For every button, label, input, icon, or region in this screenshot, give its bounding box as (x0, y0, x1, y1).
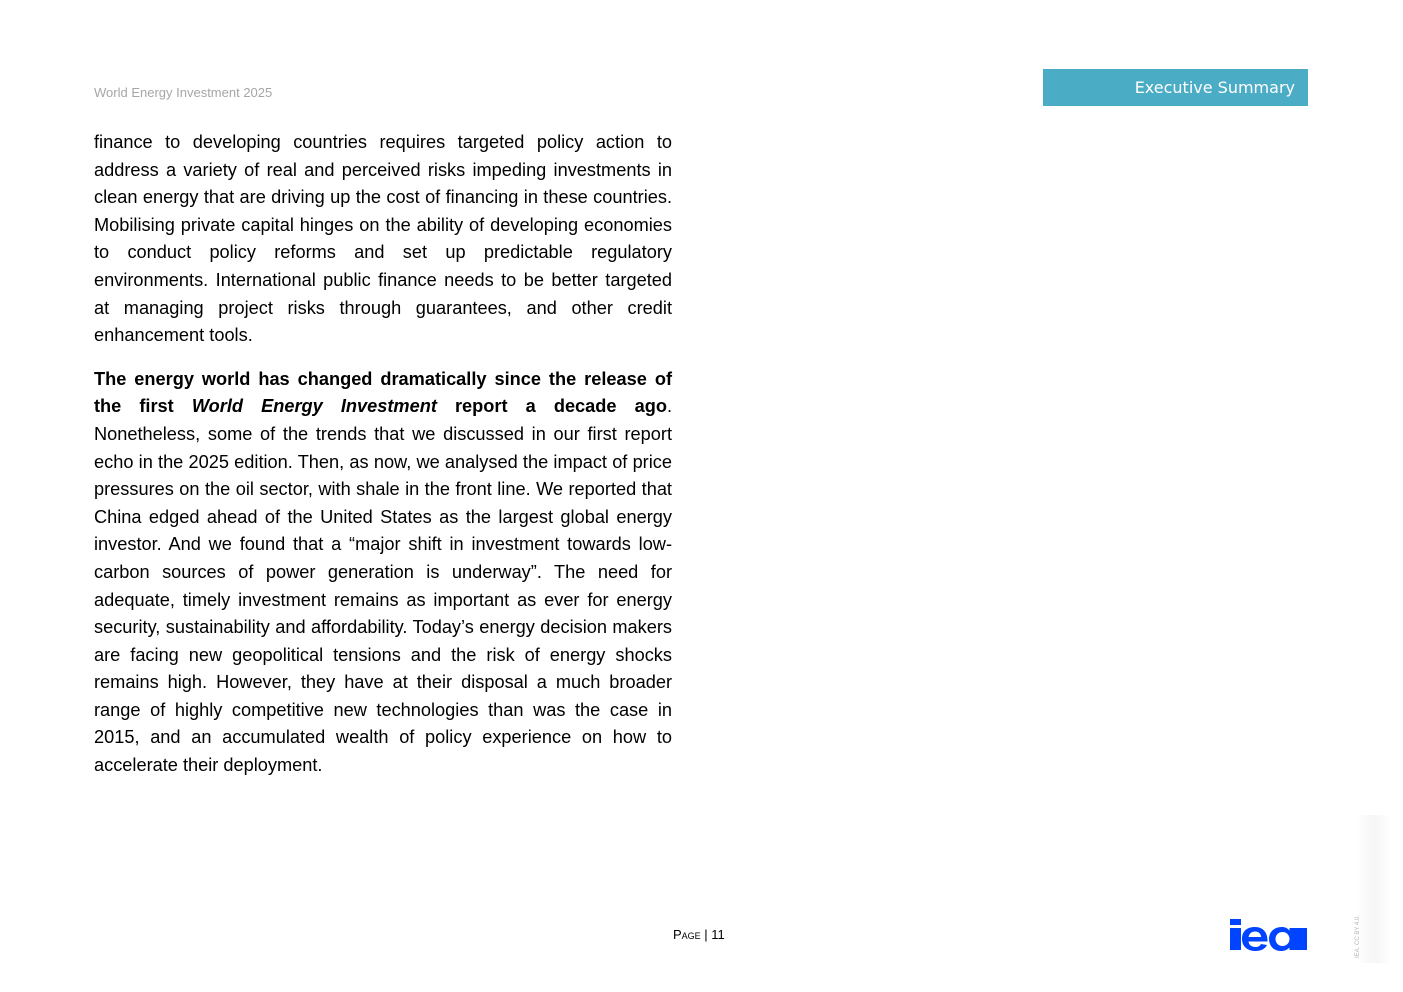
paragraph-energy-world (94, 366, 672, 780)
paragraph-finance: finance to developing countries requires targeted policy action to address a variety of real and perceived risks impeding investments in clean energy that are driving up the cost of financing in these countries. Mobilising private capital hinges on the ability of developing economies to conduct policy reforms and set up predictable regulatory environments. International public finance needs to be better targeted at managing project risks through guarantees, and other credit enhancement tools. (94, 132, 672, 346)
document-title: World Energy Investment 2025 (94, 85, 273, 100)
iea-logo (1228, 916, 1308, 952)
page-number (673, 927, 725, 942)
license-note: IEA. CC BY 4.0. (1355, 915, 1361, 958)
report-title-italic: World Energy Investment (191, 396, 437, 417)
section-tab-executive-summary: Executive Summary (1043, 69, 1308, 106)
main-text-column (94, 129, 672, 780)
license-strip (1357, 815, 1391, 963)
lead-text-b: report a decade ago (436, 396, 667, 417)
page-label: Page (673, 927, 701, 942)
page-separator: | (700, 927, 712, 942)
paragraph-lead-bold (94, 369, 672, 417)
paragraph-body-text: . Nonetheless, some of the trends that we discussed in our first report echo in the 2025 edition. Then, as now, we analysed the impact of price pressures on the oil sector, with shale in the front line. We reported that China edged ahead of the United States as the largest global energy investor. And we found that a “major shift in investment towards low-carbon sources of power generation is underway”. The need for adequate, timely investment remains as important as ever for energy security, sustainability and affordability. Today’s energy decision makers are facing new geopolitical tensions and the risk of energy shocks remains high. However, they have at their disposal a much broader range of highly competitive new technologies than was the case in 2015, and an accumulated wealth of policy experience on how to accelerate their deployment. (94, 396, 672, 776)
lead-text-a: The energy world has changed dramatically since the release of the first (94, 368, 672, 417)
page-number-value: 11 (711, 927, 725, 942)
